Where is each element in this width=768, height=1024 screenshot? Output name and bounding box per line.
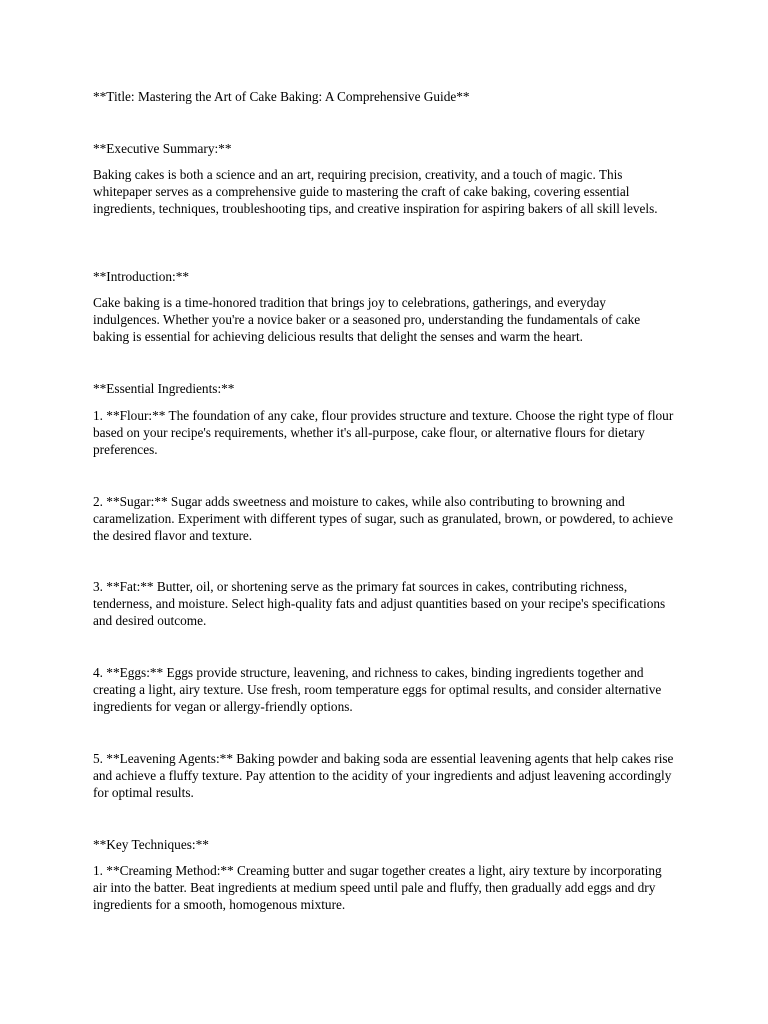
techniques-heading: **Key Techniques:**	[93, 837, 209, 852]
ingredient-item-fat: 3. **Fat:** Butter, oil, or shortening serve as the primary fat sources in cakes, contributing richness, tenderness, and moisture. Select high-quality fats and adjust quantities based on your recipe's specifications and desired outcome.	[93, 579, 666, 628]
ingredient-item-flour: 1. **Flour:** The foundation of any cake, flour provides structure and texture. Choose the right type of flour based on your recipe's requirements, whether it's all-purpose, cake flour, or alternative flours for dietary preferences.	[93, 408, 674, 457]
ingredient-item-sugar: 2. **Sugar:** Sugar adds sweetness and moisture to cakes, while also contributing to browning and caramelization. Experiment with different types of sugar, such as granulated, brown, or powdered, to achieve the desired flavor and texture.	[93, 494, 674, 543]
document-title: **Title: Mastering the Art of Cake Baking: A Comprehensive Guide**	[93, 89, 470, 104]
ingredient-item-eggs: 4. **Eggs:** Eggs provide structure, leavening, and richness to cakes, binding ingredients together and creating a light, airy texture. Use fresh, room temperature eggs for optimal results, and consider alternative ingredients for vegan or allergy-friendly options.	[93, 665, 662, 714]
introduction-heading: **Introduction:**	[93, 269, 190, 284]
executive-summary-body: Baking cakes is both a science and an art, requiring precision, creativity, and a touch of magic. This whitepaper serves as a comprehensive guide to mastering the craft of cake baking, covering essential ingredients, techniques, troubleshooting tips, and creative inspiration for aspiring bakers of all skill levels.	[93, 167, 658, 216]
ingredients-heading: **Essential Ingredients:**	[93, 381, 235, 396]
ingredient-item-leavening: 5. **Leavening Agents:** Baking powder and baking soda are essential leavening agents that help cakes rise and achieve a fluffy texture. Pay attention to the acidity of your ingredients and adjust leavening accordingly for optimal results.	[93, 751, 674, 800]
introduction-body: Cake baking is a time-honored tradition that brings joy to celebrations, gatherings, and everyday indulgences. Whether you're a novice baker or a seasoned pro, understanding the fundamentals of cake baking is essential for achieving delicious results that delight the senses and warm the heart.	[93, 295, 641, 344]
technique-item-creaming: 1. **Creaming Method:** Creaming butter and sugar together creates a light, airy texture by incorporating air into the batter. Beat ingredients at medium speed until pale and fluffy, then gradually add eggs and dry ingredients for a smooth, homogenous mixture.	[93, 863, 662, 912]
executive-summary-heading: **Executive Summary:**	[93, 141, 232, 156]
